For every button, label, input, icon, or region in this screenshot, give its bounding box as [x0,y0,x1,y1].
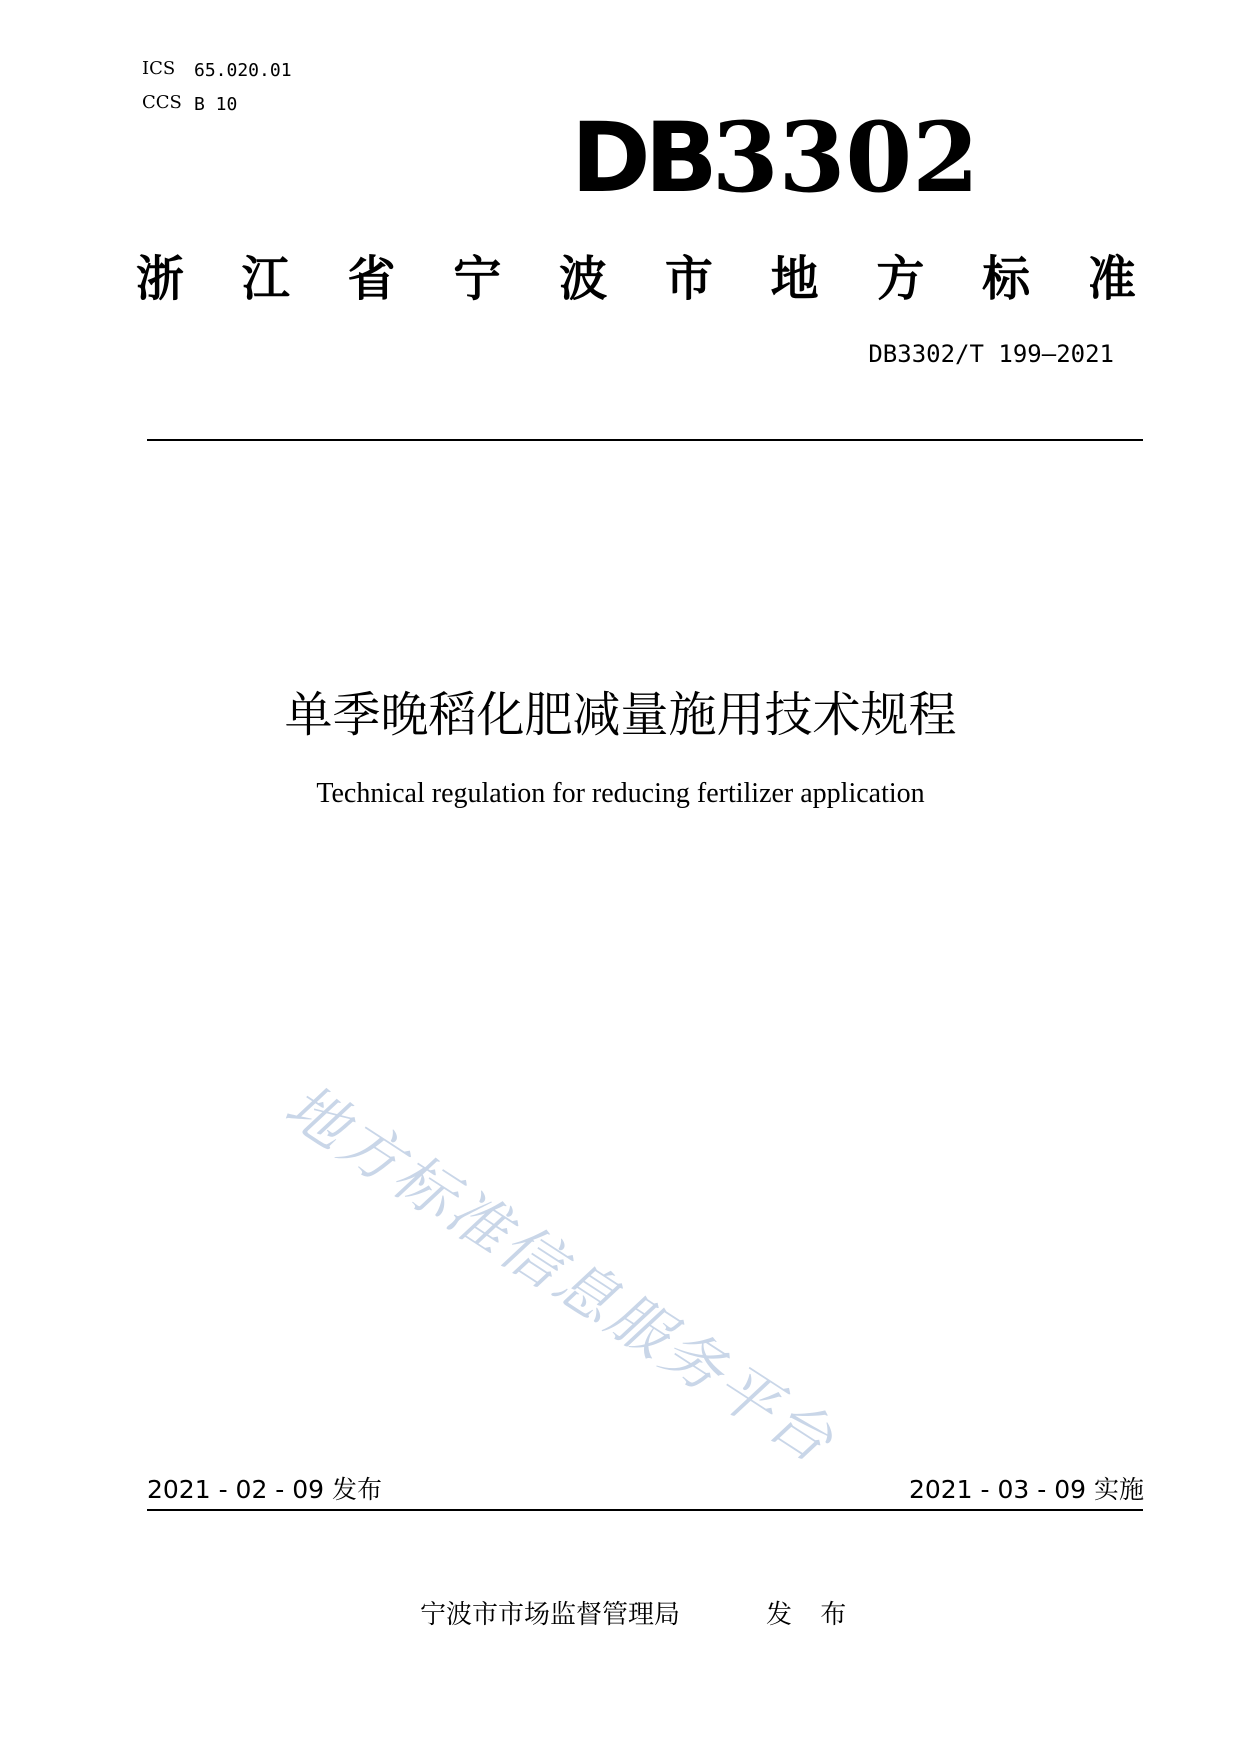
standard-logo [570,101,979,214]
standard-type-char: 标 [982,251,1031,307]
watermark: 地方标准信息服务平台 [272,1070,848,1479]
standard-type-char: 江 [241,251,290,307]
standard-type-char: 市 [664,251,713,307]
ics-value: 65.020.01 [194,60,292,81]
issuer-name: 宁波市市场监督管理局 [420,1600,681,1630]
ics-label: ICS [142,58,176,79]
ccs-label: CCS [142,92,182,113]
standard-type-char: 波 [559,251,608,307]
implement-date: 2021 - 03 - 09 实施 [908,1475,1144,1504]
standard-type-char: 方 [876,251,925,307]
logo-number: 3302 [711,101,979,214]
standard-type-char: 准 [1087,251,1136,307]
document-title-en: Technical regulation for reducing fertilizer application [316,778,925,809]
issue-date: 2021 - 02 - 09 发布 [147,1475,383,1504]
document-title-cn: 单季晚稻化肥减量施用技术规程 [284,687,957,743]
standard-type-char: 省 [347,251,396,307]
standard-type-char: 浙 [136,251,185,307]
issuer-action: 发 布 [766,1600,857,1630]
logo-db: DB [570,102,712,214]
ccs-value: B 10 [194,94,238,115]
standard-type-char: 地 [770,251,819,307]
standard-type-char: 宁 [453,251,502,307]
bottom-divider [147,1509,1143,1511]
standard-number: DB3302/T 199—2021 [868,340,1114,368]
standard-type-title [136,240,1136,309]
top-divider [147,439,1143,441]
